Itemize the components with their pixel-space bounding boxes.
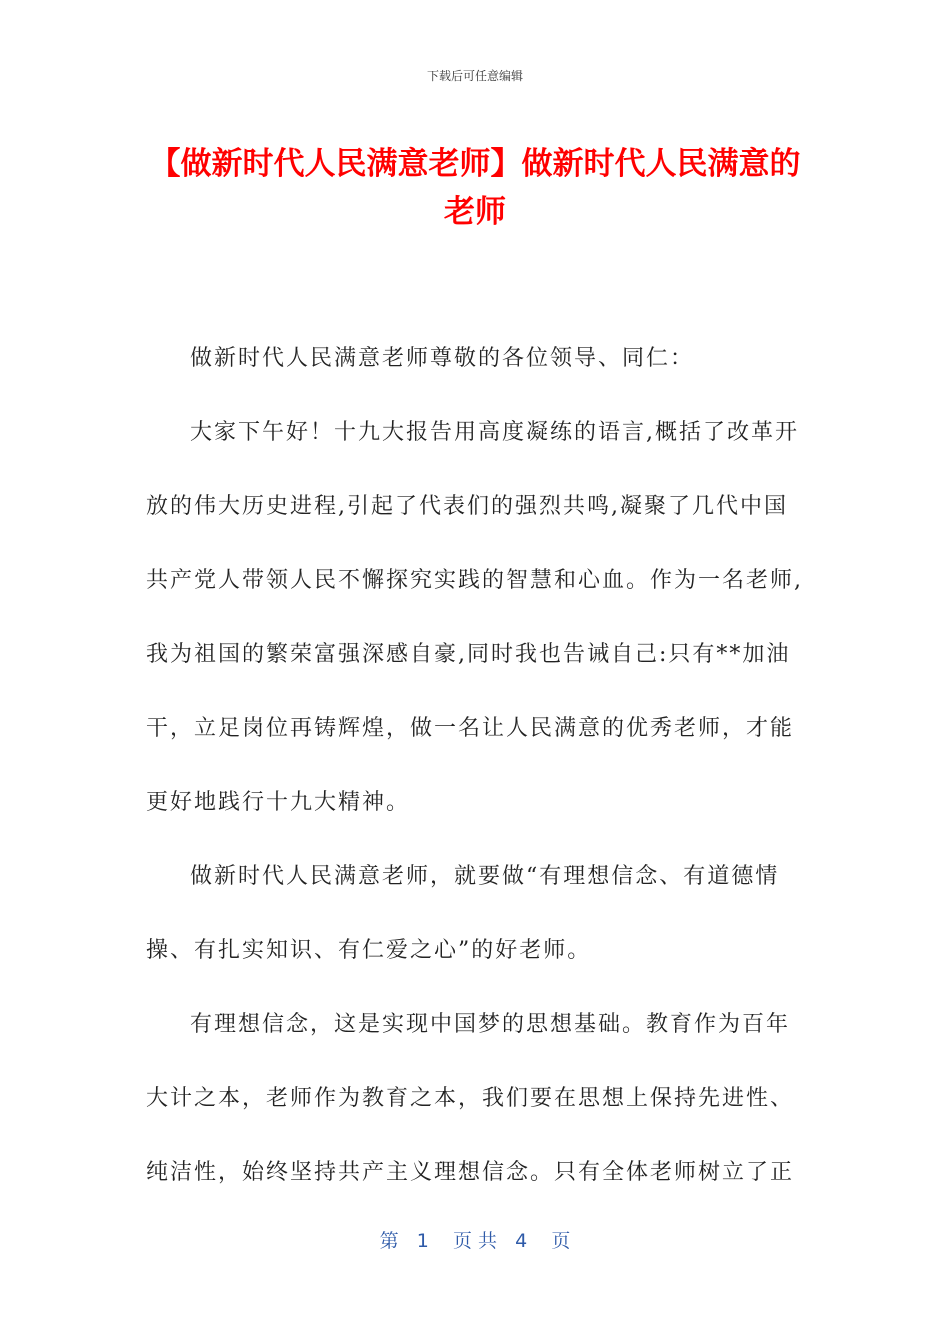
page-footer: 第 1 页 共 4 页 bbox=[379, 1230, 571, 1252]
paragraph-intro: 大家下午好！十九大报告用高度凝练的语言,概括了改革开放的伟大历史进程,引起了代表们的强烈共鸣,凝聚了几代中国共产党人带领人民不懈探究实践的智慧和心血。作为一名老师,我为祖国的繁荣富强深感自豪,同时我也告诫自己:只有**加油干，立足岗位再铸辉煌，做一名让人民满意的优秀老师，才能更好地践行十九大精神。 bbox=[146, 420, 803, 815]
document-title: 【做新时代人民满意老师】做新时代人民满意的老师 bbox=[149, 146, 801, 230]
document-body bbox=[146, 322, 806, 1210]
header-note: 下载后可任意编辑 bbox=[426, 69, 523, 83]
paragraph-ideals: 有理想信念，这是实现中国梦的思想基础。教育作为百年大计之本，老师作为教育之本，我们要在思想上保持先进性、纯洁性，始终坚持共产主义理想信念。只有全体老师树立了正 bbox=[146, 1012, 795, 1185]
paragraph-theme: 做新时代人民满意老师，就要做“有理想信念、有道德情操、有扎实知识、有仁爱之心”的好老师。 bbox=[146, 864, 780, 963]
paragraph-greeting: 做新时代人民满意老师尊敬的各位领导、同仁： bbox=[190, 346, 695, 371]
